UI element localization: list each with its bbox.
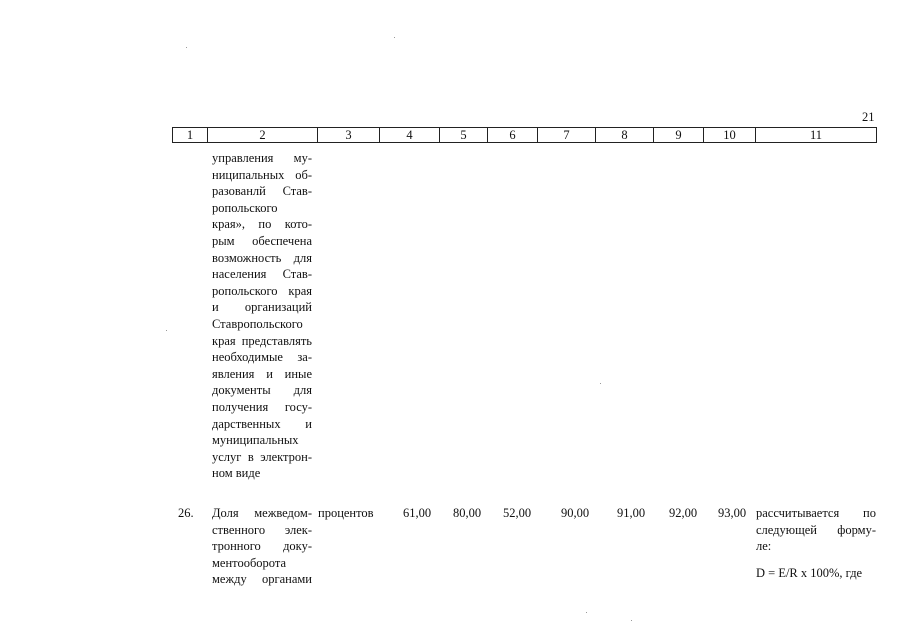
continuation-text (212, 150, 312, 482)
scan-speck (631, 620, 632, 621)
text-line: между органами (212, 572, 312, 587)
header-col-4: 4 (379, 128, 439, 142)
header-col-9: 9 (653, 128, 703, 142)
text-line: следующей форму- (756, 522, 876, 537)
scan-speck (586, 612, 587, 613)
header-col-1: 1 (186, 128, 194, 142)
text-line: населения Став- (212, 267, 312, 282)
text-line: ном виде (212, 466, 261, 481)
text-line: Ставропольского (212, 316, 303, 331)
text-line: рассчитывается по (756, 506, 876, 520)
text-line: управления му- (212, 151, 312, 165)
header-col-5: 5 (439, 128, 487, 142)
indicator-description (212, 505, 312, 588)
text-line: ниципальных об- (212, 167, 312, 182)
text-line: получения госу- (212, 399, 312, 414)
header-col-10: 10 (703, 128, 755, 142)
value-col-8: 91,00 (617, 506, 646, 520)
text-line: края», по кото- (212, 217, 312, 232)
page-number: 21 (862, 110, 875, 124)
header-col-3: 3 (317, 128, 379, 142)
header-col-7: 7 (537, 128, 595, 142)
text-line: ментооборота (212, 555, 287, 570)
value-col-10: 93,00 (718, 506, 747, 520)
text-line: муниципальных (212, 433, 299, 448)
text-line: документы для (212, 383, 312, 398)
header-col-8: 8 (595, 128, 653, 142)
value-col-6: 52,00 (503, 506, 532, 520)
scan-speck (166, 330, 167, 331)
unit-of-measure: процентов (318, 506, 374, 520)
text-line: Доля межведом- (212, 506, 312, 520)
header-col-6: 6 (487, 128, 537, 142)
scan-speck (600, 383, 601, 384)
row-number: 26. (178, 506, 194, 520)
table-header-row (172, 127, 877, 143)
header-col-2: 2 (207, 128, 317, 142)
scan-speck (394, 37, 395, 38)
text-line: дарственных и (212, 416, 312, 431)
text-line: ропольского края (212, 283, 312, 298)
text-line: явления и иные (212, 366, 312, 381)
value-col-4: 61,00 (403, 506, 432, 520)
text-line: рым обеспечена (212, 233, 312, 248)
header-col-11: 11 (755, 128, 876, 142)
text-line: ропольского (212, 200, 278, 215)
text-line: возможность для (212, 250, 312, 265)
text-line: ственного элек- (212, 522, 312, 537)
text-line: разованлй Став- (212, 184, 312, 199)
text-line: и организаций (212, 300, 312, 315)
calculation-method (756, 505, 876, 555)
scan-speck (186, 47, 187, 48)
value-col-5: 80,00 (453, 506, 482, 520)
text-line: края представлять (212, 333, 312, 348)
value-col-7: 90,00 (561, 506, 590, 520)
text-line: необходимые за- (212, 350, 312, 365)
formula-text: D = E/R x 100%, где (756, 566, 863, 580)
value-col-9: 92,00 (669, 506, 698, 520)
text-line: услуг в электрон- (212, 449, 312, 464)
text-line: тронного доку- (212, 539, 312, 554)
text-line: ле: (756, 539, 772, 554)
